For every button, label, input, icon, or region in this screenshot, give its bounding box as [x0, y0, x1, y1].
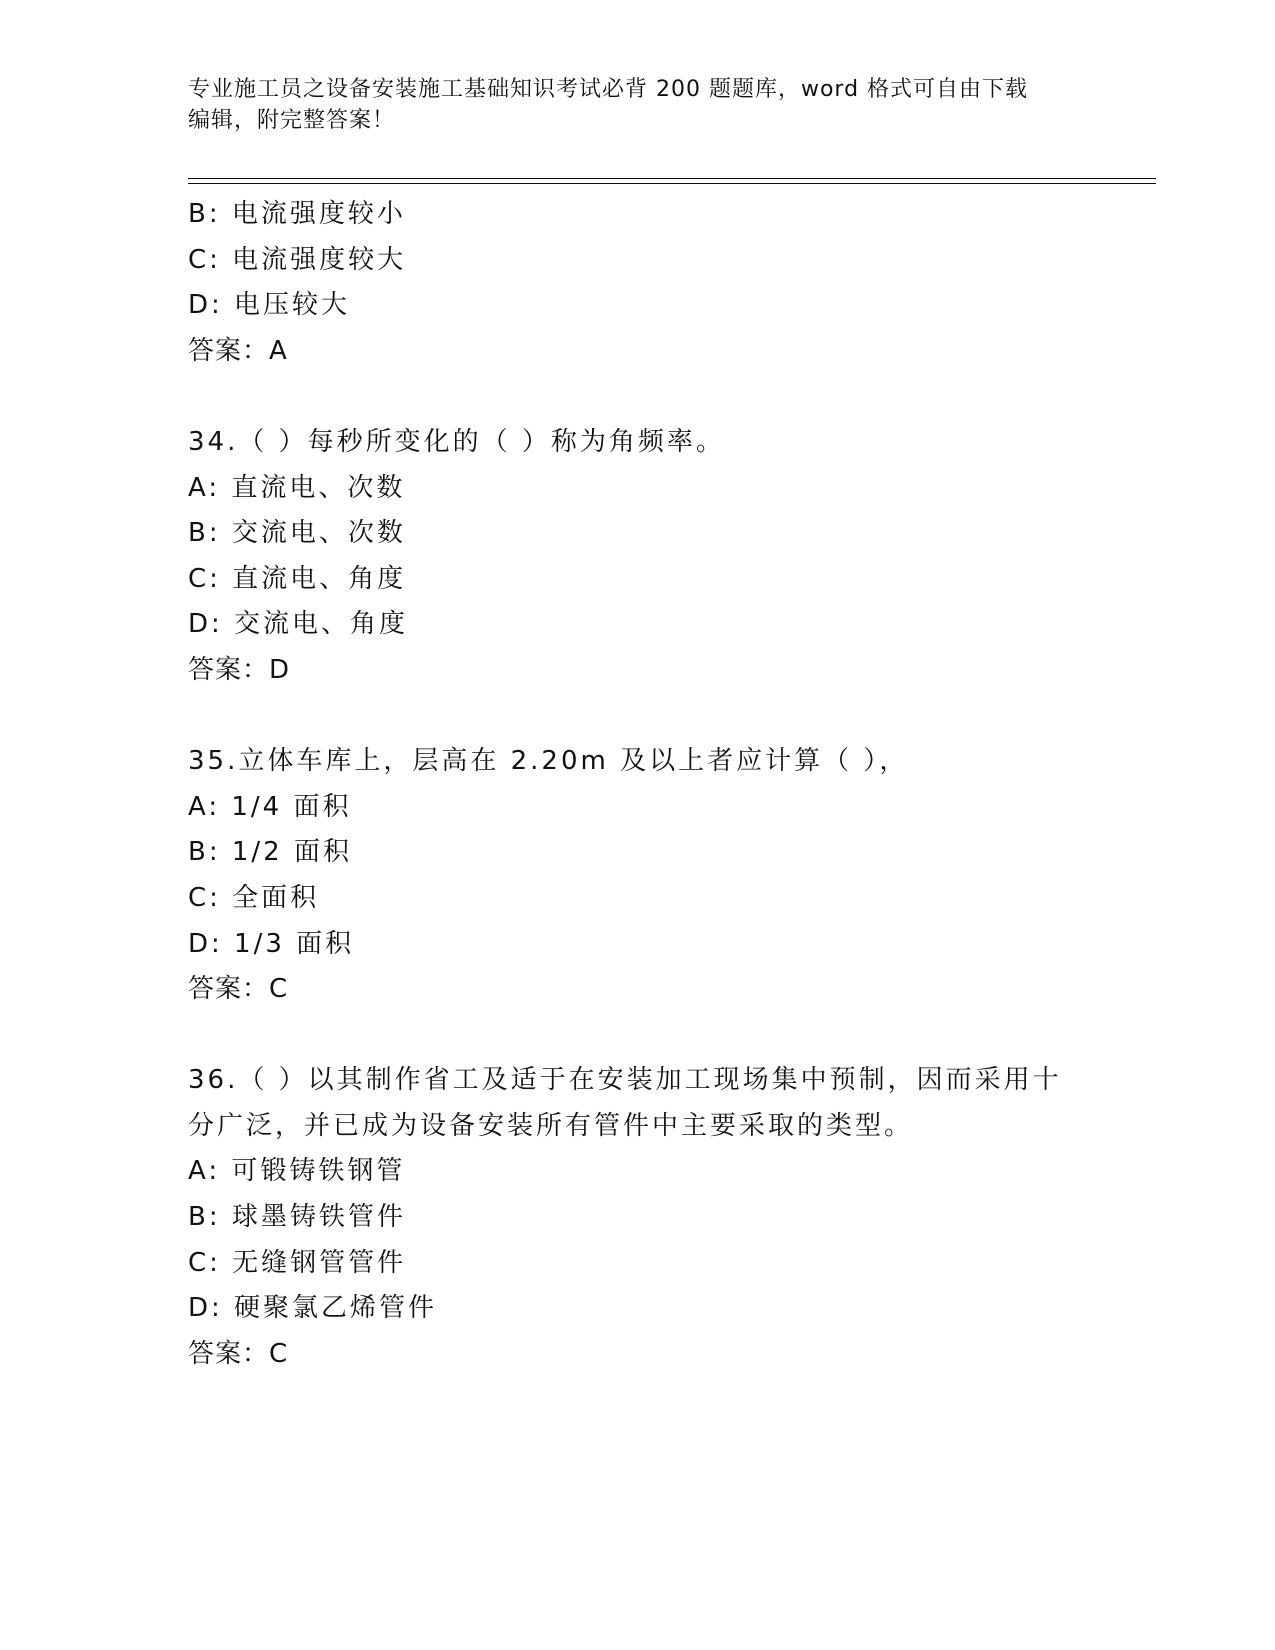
option-b: B: 电流强度较小 — [188, 199, 406, 229]
option-c: C: 无缝钢管管件 — [188, 1247, 407, 1278]
option-c: C: 全面积 — [188, 882, 320, 913]
answer-line: 答案：A — [188, 335, 288, 366]
question-33 — [188, 192, 1088, 374]
option-d: D: 电压较大 — [188, 290, 351, 321]
question-list — [188, 192, 1088, 1377]
spacer — [188, 1013, 1088, 1059]
spacer — [188, 374, 1088, 420]
option-b: B: 1/2 面积 — [188, 837, 352, 868]
header-title-line-2: 编辑，附完整答案！ — [188, 108, 396, 133]
question-stem-line-1: 36.（ ）以其制作省工及适于在安装加工现场集中预制，因而采用十 — [188, 1065, 1062, 1096]
answer-line: 答案：C — [188, 974, 289, 1005]
spacer — [188, 694, 1088, 740]
header-title-line-1: 专业施工员之设备安装施工基础知识考试必背 200 题题库，word 格式可自由下载 — [188, 77, 1029, 102]
option-c: C: 电流强度较大 — [188, 244, 407, 275]
question-stem: 35.立体车库上，层高在 2.20m 及以上者应计算（ ）， — [188, 746, 909, 777]
header-rule-bottom — [188, 183, 1156, 184]
option-a: A: 直流电、次数 — [188, 472, 406, 503]
document-header — [188, 74, 1088, 136]
answer-line: 答案：C — [188, 1338, 289, 1369]
option-d: D: 交流电、角度 — [188, 609, 409, 640]
header-rule-top — [188, 178, 1156, 179]
question-stem: 34.（ ）每秒所变化的（ ）称为角频率。 — [188, 426, 725, 457]
question-36 — [188, 1058, 1088, 1377]
option-b: B: 交流电、次数 — [188, 518, 406, 549]
question-34 — [188, 420, 1088, 694]
question-35 — [188, 739, 1088, 1013]
option-b: B: 球墨铸铁管件 — [188, 1202, 406, 1233]
answer-line: 答案：D — [188, 654, 291, 685]
option-a: A: 1/4 面积 — [188, 791, 352, 822]
option-a: A: 可锻铸铁钢管 — [188, 1156, 406, 1187]
question-stem-line-2: 分广泛，并已成为设备安装所有管件中主要采取的类型。 — [188, 1110, 914, 1141]
option-d: D: 硬聚氯乙烯管件 — [188, 1293, 438, 1324]
option-c: C: 直流电、角度 — [188, 563, 407, 594]
option-d: D: 1/3 面积 — [188, 928, 355, 959]
